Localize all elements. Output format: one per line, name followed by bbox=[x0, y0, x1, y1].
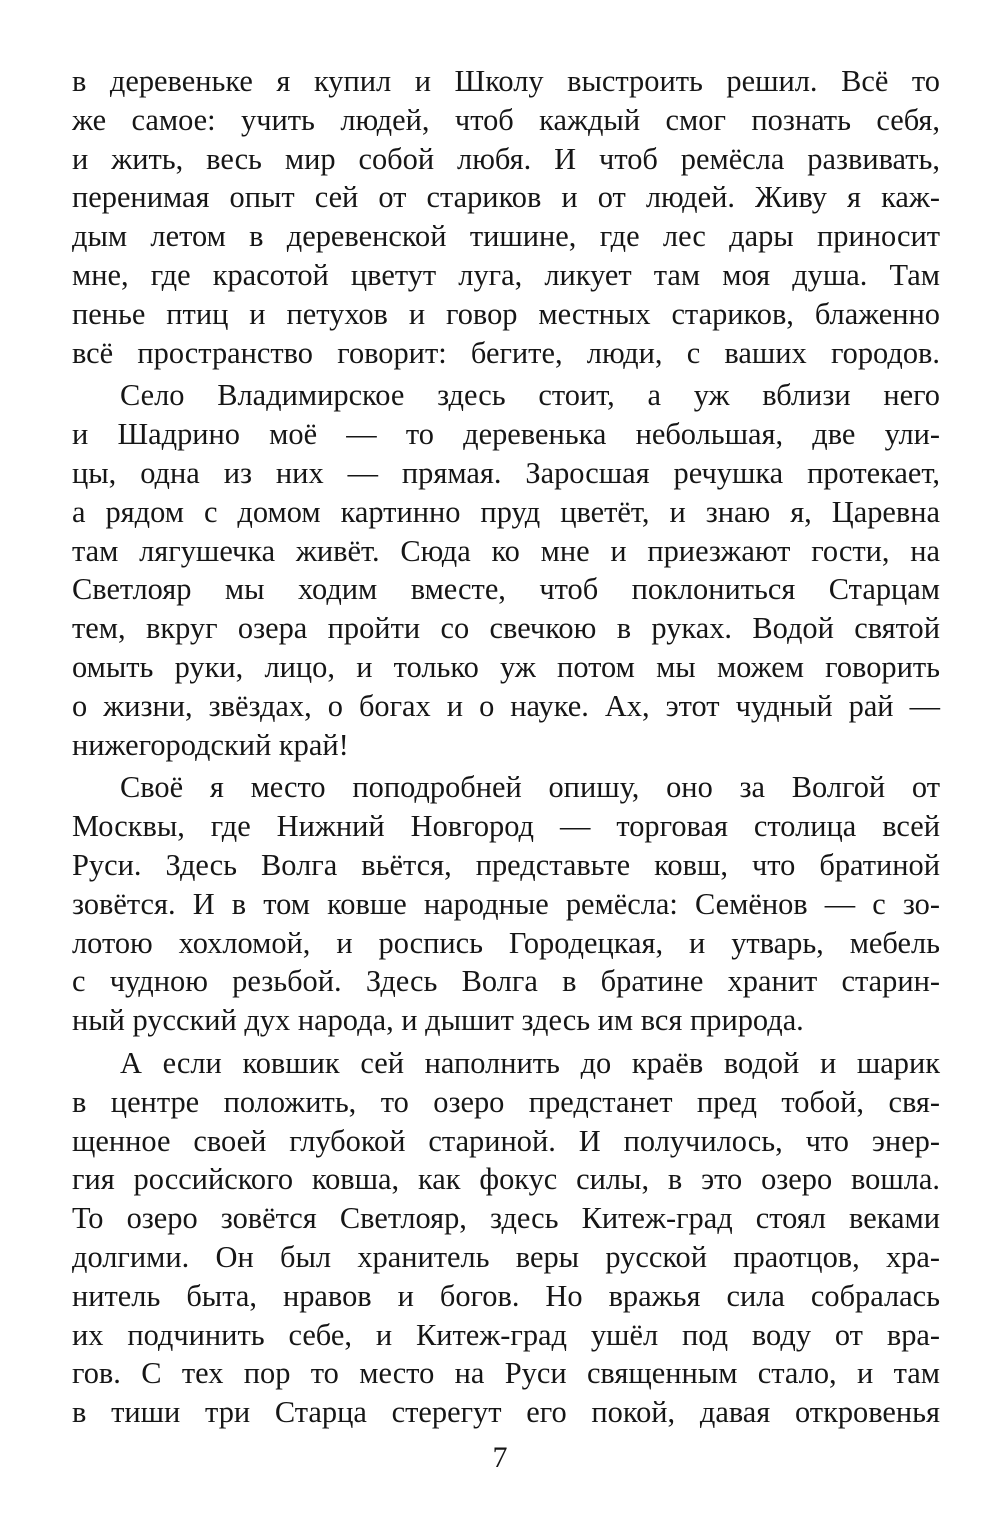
text-line: всё пространство говорит: бегите, люди, с ваших городов. bbox=[72, 335, 940, 370]
text-line: ный русский дух народа, и дышит здесь им вся природа. bbox=[72, 1003, 804, 1038]
text-line: тем, вкруг озера пройти со свечкою в руках. Водой святой bbox=[72, 611, 940, 646]
text-line: а рядом с домом картинно пруд цветёт, и знаю я, Царевна bbox=[72, 494, 940, 529]
text-line: с чудною резьбой. Здесь Волга в братине хранит старин- bbox=[72, 964, 940, 999]
text-line: цы, одна из них — прямая. Заросшая речушка протекает, bbox=[72, 455, 940, 490]
text-line: Руси. Здесь Волга вьётся, представьте ковш, что братиной bbox=[72, 847, 940, 882]
text-line: Светлояр мы ходим вместе, чтоб поклониться Старцам bbox=[72, 572, 940, 607]
text-line: нижегородский край! bbox=[72, 727, 349, 762]
paragraph-1 bbox=[72, 62, 940, 372]
page-text bbox=[72, 62, 940, 1432]
text-line: Москвы, где Нижний Новгород — торговая столица всей bbox=[72, 809, 940, 844]
text-line: в тиши три Старца стерегут его покой, давая откровенья bbox=[72, 1395, 940, 1430]
text-line: долгими. Он был хранитель веры русской праотцов, хра- bbox=[72, 1239, 940, 1274]
text-line: там лягушечка живёт. Сюда ко мне и приезжают гости, на bbox=[72, 533, 940, 568]
text-line: омыть руки, лицо, и только уж потом мы можем говорить bbox=[72, 649, 940, 684]
text-line: и Шадрино моё — то деревенька небольшая, две ули- bbox=[72, 417, 940, 452]
paragraph-4 bbox=[72, 1044, 940, 1432]
text-line: и жить, весь мир собой любя. И чтоб ремёсла развивать, bbox=[72, 141, 940, 176]
text-line: гия российского ковша, как фокус силы, в это озеро вошла. bbox=[72, 1162, 940, 1197]
text-line: дым летом в деревенской тишине, где лес дары приносит bbox=[72, 219, 940, 254]
text-line: их подчинить себе, и Китеж-град ушёл под воду от вра- bbox=[72, 1317, 940, 1352]
text-line: То озеро зовётся Светлояр, здесь Китеж-град стоял веками bbox=[72, 1201, 940, 1236]
text-line: лотою хохломой, и роспись Городецкая, и утварь, мебель bbox=[72, 925, 940, 960]
text-line: щенное своей глубокой стариной. И получилось, что энер- bbox=[72, 1123, 940, 1158]
text-line: в центре положить, то озеро предстанет пред тобой, свя- bbox=[72, 1084, 940, 1119]
text-line: о жизни, звёздах, о богах и о науке. Ах, этот чудный рай — bbox=[72, 688, 940, 723]
paragraph-3 bbox=[72, 768, 940, 1040]
text-line: в деревеньке я купил и Школу выстроить решил. Всё то bbox=[72, 64, 940, 98]
text-line: перенимая опыт сей от стариков и от людей. Живу я каж- bbox=[72, 180, 940, 215]
paragraph-2 bbox=[72, 376, 940, 764]
text-line: мне, где красотой цветут луга, ликует там моя душа. Там bbox=[72, 257, 940, 292]
text-line: гов. С тех пор то место на Руси священным стало, и там bbox=[72, 1356, 940, 1391]
page-number: 7 bbox=[492, 1441, 508, 1474]
text-line: зовётся. И в том ковше народные ремёсла: Семёнов — с зо- bbox=[72, 886, 940, 921]
text-line: Своё я место поподробней опишу, оно за Волгой от bbox=[120, 770, 940, 805]
text-line: пенье птиц и петухов и говор местных стариков, блаженно bbox=[72, 296, 940, 331]
text-line: же самое: учить людей, чтоб каждый смог познать себя, bbox=[72, 102, 940, 137]
text-line: Село Владимирское здесь стоит, а уж вблизи него bbox=[120, 378, 940, 413]
text-line: А если ковшик сей наполнить до краёв водой и шарик bbox=[120, 1045, 940, 1080]
text-line: нитель быта, нравов и богов. Но вражья сила собралась bbox=[72, 1278, 940, 1313]
